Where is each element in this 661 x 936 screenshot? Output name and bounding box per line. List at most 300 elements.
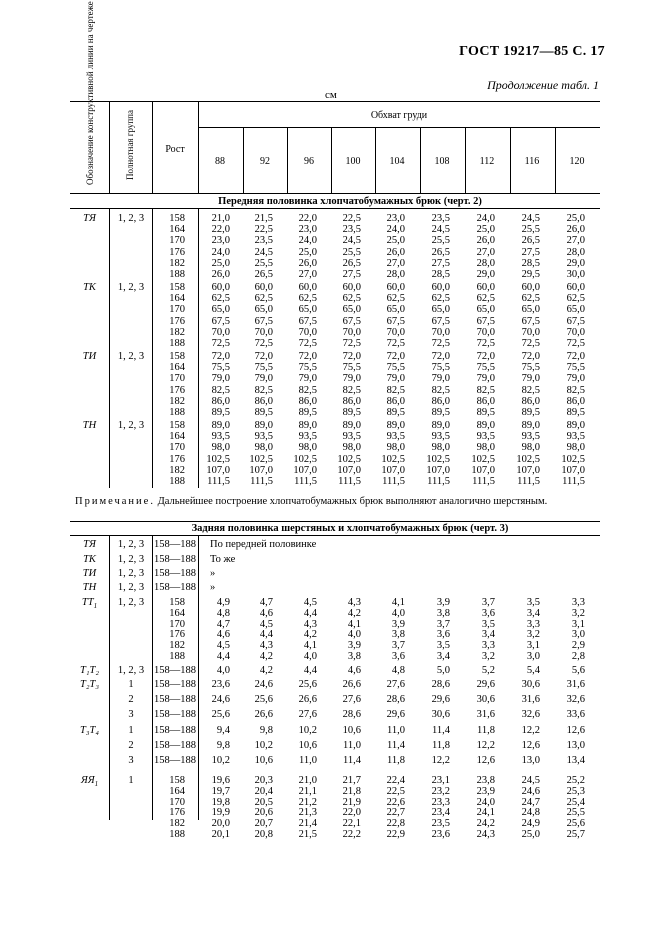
line-designation: ТН: [82, 420, 97, 431]
table-cell: 67,5: [342, 315, 361, 327]
table-cell: 65,0: [211, 304, 230, 316]
table-cell: 24,6: [254, 679, 273, 690]
height-value: 182: [169, 640, 185, 652]
table-cell: 22,0: [211, 224, 230, 236]
table-cell: 67,5: [254, 315, 273, 327]
height-range: 158—188: [154, 665, 196, 676]
note-text: Дальнейшее построение хлопчатобумажных брюк выполняют аналогично шерстяным.: [157, 496, 548, 507]
table-cell: 3,3: [481, 640, 495, 652]
table-cell: 11,8: [387, 755, 405, 766]
table-cell: 72,0: [386, 351, 405, 362]
table-cell: 67,5: [431, 315, 450, 327]
table-cell: 11,0: [387, 725, 405, 736]
line-designation: Т₂Т₃: [80, 679, 99, 690]
table-cell: 11,4: [432, 725, 450, 736]
table-cell: 82,5: [298, 384, 317, 396]
table-cell: 82,5: [431, 384, 450, 396]
table-cell: 65,0: [476, 304, 495, 316]
height-value: 182: [169, 257, 185, 269]
table-cell: 26,5: [342, 257, 361, 269]
table-cell: 21,3: [298, 807, 317, 819]
table-cell: 4,3: [259, 640, 273, 652]
table-cell: 24,9: [521, 818, 540, 830]
height-range: 158—188: [154, 539, 196, 550]
table-cell: 4,7: [259, 597, 273, 608]
height-value: 170: [169, 235, 185, 247]
group-value: 1: [128, 725, 134, 736]
table-cell: 86,0: [521, 395, 540, 407]
group-value: 1, 2, 3: [117, 554, 145, 565]
line-designation: ТИ: [82, 568, 97, 579]
table-cell: 27,5: [431, 257, 450, 269]
table-cell: 111,5: [562, 476, 585, 487]
table-cell: 10,2: [211, 755, 230, 766]
table-cell: 98,0: [521, 442, 540, 454]
girth-col-rule: [465, 127, 466, 193]
height-range: 158—188: [154, 568, 196, 579]
table-cell: 3,8: [347, 651, 361, 662]
table-cell: 111,5: [250, 476, 273, 487]
table-cell: 70,0: [211, 326, 230, 338]
table-cell: 3,8: [391, 629, 405, 641]
table-cell: 3,4: [481, 629, 495, 641]
height-value: 176: [169, 384, 185, 396]
reference-text: По передней половинке: [210, 539, 317, 550]
table-cell: 93,5: [386, 431, 405, 443]
table-cell: 72,0: [254, 351, 273, 362]
table-cell: 89,0: [298, 420, 317, 431]
table-cell: 72,0: [476, 351, 495, 362]
table-cell: 72,5: [566, 338, 585, 349]
table-cell: 3,2: [526, 629, 540, 641]
height-value: 182: [169, 818, 185, 830]
table-cell: 60,0: [254, 282, 273, 293]
height-range: 158—188: [154, 709, 196, 720]
table-cell: 93,5: [298, 431, 317, 443]
girth-col-rule: [510, 127, 511, 193]
table-cell: 20,1: [211, 829, 230, 840]
table-cell: 22,0: [342, 807, 361, 819]
group-value: 1: [128, 679, 134, 690]
table-cell: 60,0: [431, 282, 450, 293]
table-cell: 89,0: [431, 420, 450, 431]
table-cell: 70,0: [431, 326, 450, 338]
table-cell: 72,0: [298, 351, 317, 362]
table-cell: 21,4: [298, 818, 317, 830]
height-value: 170: [169, 373, 185, 385]
height-value: 176: [169, 315, 185, 327]
table-cell: 60,0: [298, 282, 317, 293]
table-cell: 4,0: [303, 651, 317, 662]
table-cell: 3,6: [481, 607, 495, 619]
section-title-front: Передняя половинка хлопчатобумажных брюк (черт. 2): [218, 196, 482, 207]
line-designation: $ТТ_1$: [81, 597, 98, 611]
height-range: 158—188: [154, 755, 196, 766]
section-title-back: Задняя половинка шерстяных и хлопчатобумажных брюк (черт. 3): [191, 523, 509, 534]
table-cell: 26,0: [476, 235, 495, 247]
table-cell: 86,0: [476, 395, 495, 407]
table-cell: 20,7: [254, 818, 273, 830]
table-cell: 22,6: [386, 796, 405, 808]
table-cell: 25,3: [566, 785, 585, 797]
table-cell: 72,5: [254, 338, 273, 349]
table-cell: 70,0: [298, 326, 317, 338]
table-cell: 19,6: [211, 775, 230, 786]
standard-title: ГОСТ 19217—85 С. 17: [459, 44, 605, 59]
table-cell: 28,0: [566, 246, 585, 258]
table-cell: 22,7: [386, 807, 405, 819]
table-cell: 86,0: [386, 395, 405, 407]
table-cell: 22,5: [386, 785, 405, 797]
table-cell: 23,0: [298, 224, 317, 236]
table-cell: 4,5: [216, 640, 230, 652]
table-cell: 70,0: [476, 326, 495, 338]
table-cell: 25,5: [521, 224, 540, 236]
table-cell: 102,5: [293, 453, 317, 465]
table-cell: 89,0: [386, 420, 405, 431]
table-cell: 3,0: [571, 629, 585, 641]
table-cell: 24,6: [521, 785, 540, 797]
table-cell: 107,0: [293, 464, 317, 476]
table-cell: 20,6: [254, 807, 273, 819]
table-cell: 3,6: [436, 629, 450, 641]
height-value: 158: [169, 775, 185, 786]
table-cell: 11,0: [343, 740, 361, 751]
table-cell: 25,0: [566, 213, 585, 224]
height-value: 164: [169, 362, 185, 374]
table-cell: 75,5: [254, 362, 273, 374]
table-cell: 3,0: [526, 651, 540, 662]
table-cell: 29,5: [521, 269, 540, 280]
table-cell: 13,4: [566, 755, 585, 766]
table-cell: 89,5: [211, 407, 230, 418]
table-cell: 29,0: [566, 257, 585, 269]
table-cell: 67,5: [476, 315, 495, 327]
table-cell: 89,5: [566, 407, 585, 418]
table-cell: 3,5: [526, 597, 540, 608]
table-cell: 21,7: [342, 775, 361, 786]
table-cell: 25,0: [298, 246, 317, 258]
group-value: 1, 2, 3: [117, 665, 145, 676]
table-cell: 25,6: [298, 679, 317, 690]
height-value: 170: [169, 304, 185, 316]
table-cell: 67,5: [566, 315, 585, 327]
table-cell: 29,6: [476, 679, 495, 690]
table-cell: 3,5: [481, 618, 495, 630]
table-cell: 25,5: [254, 257, 273, 269]
table-cell: 23,2: [431, 785, 450, 797]
table-cell: 26,0: [566, 224, 585, 236]
table-cell: 24,5: [521, 775, 540, 786]
table-cell: 98,0: [431, 442, 450, 454]
table-cell: 111,5: [294, 476, 317, 487]
table-cell: 60,0: [521, 282, 540, 293]
table-cell: 102,5: [206, 453, 230, 465]
table-cell: 86,0: [342, 395, 361, 407]
table-cell: 26,5: [521, 235, 540, 247]
table-cell: 23,5: [254, 235, 273, 247]
table-cell: 9,4: [216, 725, 230, 736]
table-cell: 3,9: [436, 597, 450, 608]
table-cell: 60,0: [476, 282, 495, 293]
table-cell: 75,5: [431, 362, 450, 374]
table-cell: 75,5: [521, 362, 540, 374]
header-bottom-rule: [70, 193, 600, 194]
table-cell: 62,5: [476, 293, 495, 305]
table-cell: 10,2: [298, 725, 317, 736]
table-cell: 65,0: [386, 304, 405, 316]
table-cell: 10,6: [298, 740, 317, 751]
table-cell: 5,6: [571, 665, 585, 676]
table-cell: 31,6: [521, 694, 540, 705]
line-designation: ТК: [83, 282, 96, 293]
table-cell: 24,3: [476, 829, 495, 840]
table-cell: 9,8: [259, 725, 273, 736]
line-designation: ТИ: [82, 351, 97, 362]
group-value: 2: [128, 694, 134, 705]
table-cell: 86,0: [298, 395, 317, 407]
table-cell: 25,5: [566, 807, 585, 819]
girth-col-rule: [243, 127, 244, 193]
table-cell: 60,0: [386, 282, 405, 293]
table-cell: 30,6: [431, 709, 450, 720]
table-cell: 79,0: [211, 373, 230, 385]
table-cell: 27,5: [521, 246, 540, 258]
table-cell: 70,0: [342, 326, 361, 338]
table-cell: 32,6: [566, 694, 585, 705]
table-cell: 3,3: [526, 618, 540, 630]
height-value: 182: [169, 395, 185, 407]
table-cell: 4,5: [303, 597, 317, 608]
table-cell: 25,0: [476, 224, 495, 236]
table-cell: 28,5: [431, 269, 450, 280]
table-cell: 12,6: [521, 740, 540, 751]
girth-value: 112: [479, 156, 495, 167]
table-cell: 2,9: [571, 640, 585, 652]
section2-rule: [70, 535, 600, 536]
table-cell: 3,7: [436, 618, 450, 630]
table-cell: 22,0: [298, 213, 317, 224]
table-cell: 23,5: [431, 818, 450, 830]
height-value: 188: [169, 829, 185, 840]
table-cell: 72,0: [521, 351, 540, 362]
table-cell: 86,0: [566, 395, 585, 407]
height-value: 164: [169, 224, 185, 236]
line-designation: ТЯ: [83, 539, 96, 550]
height-value: 188: [169, 476, 185, 487]
body2-rule-1: [109, 535, 110, 820]
height-value: 176: [169, 246, 185, 258]
line-designation: Т₁Т₂: [80, 665, 99, 676]
group-value: 1, 2, 3: [117, 282, 145, 293]
table-cell: 4,0: [391, 607, 405, 619]
table-cell: 79,0: [566, 373, 585, 385]
table-cell: 3,9: [347, 640, 361, 652]
table-cell: 62,5: [431, 293, 450, 305]
table-cell: 26,5: [431, 246, 450, 258]
table-cell: 12,2: [431, 755, 450, 766]
height-value: 164: [169, 607, 185, 619]
table-cell: 111,5: [472, 476, 495, 487]
table-cell: 89,5: [431, 407, 450, 418]
table-cell: 79,0: [521, 373, 540, 385]
table-cell: 79,0: [476, 373, 495, 385]
table-cell: 23,5: [431, 213, 450, 224]
table-cell: 70,0: [566, 326, 585, 338]
table-cell: 93,5: [521, 431, 540, 443]
table-cell: 28,0: [476, 257, 495, 269]
table-cell: 72,5: [298, 338, 317, 349]
girth-value: 116: [524, 156, 540, 167]
table-cell: 89,0: [476, 420, 495, 431]
table-cell: 86,0: [431, 395, 450, 407]
table-cell: 79,0: [431, 373, 450, 385]
table-cell: 4,8: [216, 607, 230, 619]
reference-text: »: [210, 582, 216, 593]
table-cell: 23,4: [431, 807, 450, 819]
table-cell: 29,6: [431, 694, 450, 705]
table-cell: 24,8: [521, 807, 540, 819]
table-cell: 25,0: [521, 829, 540, 840]
table-cell: 10,2: [254, 740, 273, 751]
table-cell: 33,6: [566, 709, 585, 720]
table-cell: 98,0: [386, 442, 405, 454]
table-cell: 27,6: [386, 679, 405, 690]
table-cell: 79,0: [298, 373, 317, 385]
table-cell: 86,0: [254, 395, 273, 407]
table-cell: 72,5: [521, 338, 540, 349]
height-value: 164: [169, 431, 185, 443]
table-cell: 23,0: [211, 235, 230, 247]
table-cell: 21,9: [342, 796, 361, 808]
table-cell: 21,2: [298, 796, 317, 808]
table-cell: 25,2: [566, 775, 585, 786]
table-cell: 19,7: [211, 785, 230, 797]
height-value: 158: [169, 213, 185, 224]
table-cell: 4,2: [259, 665, 273, 676]
unit-label: см: [325, 89, 337, 101]
table-cell: 65,0: [342, 304, 361, 316]
table-cell: 89,5: [386, 407, 405, 418]
table-cell: 25,4: [566, 796, 585, 808]
table-cell: 3,9: [391, 618, 405, 630]
table-cell: 93,5: [254, 431, 273, 443]
table-cell: 93,5: [476, 431, 495, 443]
table-cell: 13,0: [521, 755, 540, 766]
table-cell: 72,0: [211, 351, 230, 362]
table-cell: 19,9: [211, 807, 230, 819]
note: [75, 496, 547, 507]
height-value: 158: [169, 282, 185, 293]
table-cell: 89,5: [342, 407, 361, 418]
table-cell: 93,5: [342, 431, 361, 443]
girth-value: 96: [304, 156, 314, 167]
height-value: 188: [169, 651, 185, 662]
table-cell: 28,5: [521, 257, 540, 269]
girth-value: 108: [434, 156, 450, 167]
group-value: 2: [128, 740, 134, 751]
table-cell: 32,6: [521, 709, 540, 720]
table-cell: 72,5: [431, 338, 450, 349]
line-designation: ТЯ: [83, 213, 96, 224]
designation-header: Обозначение конструктивной линии на чертеже: [85, 1, 95, 185]
table-cell: 3,1: [571, 618, 585, 630]
table-cell: 25,0: [386, 235, 405, 247]
table-cell: 5,4: [526, 665, 540, 676]
table-cell: 67,5: [298, 315, 317, 327]
table-cell: 31,6: [566, 679, 585, 690]
table-cell: 98,0: [211, 442, 230, 454]
table-cell: 82,5: [476, 384, 495, 396]
table-cell: 10,6: [254, 755, 273, 766]
table-cell: 79,0: [386, 373, 405, 385]
table-cell: 4,5: [259, 618, 273, 630]
table-cell: 4,2: [303, 629, 317, 641]
table-cell: 26,6: [298, 694, 317, 705]
table-cell: 72,0: [431, 351, 450, 362]
table-cell: 62,5: [254, 293, 273, 305]
table-cell: 102,5: [381, 453, 405, 465]
table-cell: 23,1: [431, 775, 450, 786]
table-cell: 65,0: [254, 304, 273, 316]
table-cell: 98,0: [566, 442, 585, 454]
table-cell: 24,2: [476, 818, 495, 830]
girth-header-rule: [198, 127, 600, 128]
table-cell: 79,0: [254, 373, 273, 385]
table-cell: 25,6: [254, 694, 273, 705]
note-label: Примечание.: [75, 496, 155, 507]
table-cell: 4,0: [347, 629, 361, 641]
table-cell: 111,5: [427, 476, 450, 487]
table-cell: 10,6: [342, 725, 361, 736]
table-cell: 62,5: [211, 293, 230, 305]
table-cell: 3,5: [436, 640, 450, 652]
height-value: 170: [169, 796, 185, 808]
table-cell: 102,5: [249, 453, 273, 465]
table-cell: 31,6: [476, 709, 495, 720]
table-cell: 89,5: [476, 407, 495, 418]
group-value: 1, 2, 3: [117, 597, 145, 608]
table-cell: 21,5: [298, 829, 317, 840]
table-cell: 21,5: [254, 213, 273, 224]
girth-header: Обхват груди: [370, 110, 428, 121]
table-cell: 107,0: [206, 464, 230, 476]
table-cell: 65,0: [431, 304, 450, 316]
table-cell: 21,0: [298, 775, 317, 786]
table-cell: 111,5: [338, 476, 361, 487]
table-cell: 93,5: [211, 431, 230, 443]
table-cell: 3,3: [571, 597, 585, 608]
table-cell: 22,5: [342, 213, 361, 224]
table-cell: 82,5: [521, 384, 540, 396]
table-cell: 26,6: [342, 679, 361, 690]
line-designation: Т₃Т₄: [80, 725, 99, 736]
group-value: 1, 2, 3: [117, 582, 145, 593]
height-value: 176: [169, 807, 185, 819]
table-cell: 89,0: [342, 420, 361, 431]
table-cell: 3,2: [571, 607, 585, 619]
body-rule-1: [109, 208, 110, 488]
table-cell: 27,0: [566, 235, 585, 247]
reference-text: »: [210, 568, 216, 579]
table-cell: 23,9: [476, 785, 495, 797]
table-cell: 19,8: [211, 796, 230, 808]
table-cell: 102,5: [471, 453, 495, 465]
table-cell: 30,6: [476, 694, 495, 705]
table-cell: 27,6: [298, 709, 317, 720]
table-cell: 24,5: [254, 246, 273, 258]
table-cell: 27,6: [342, 694, 361, 705]
